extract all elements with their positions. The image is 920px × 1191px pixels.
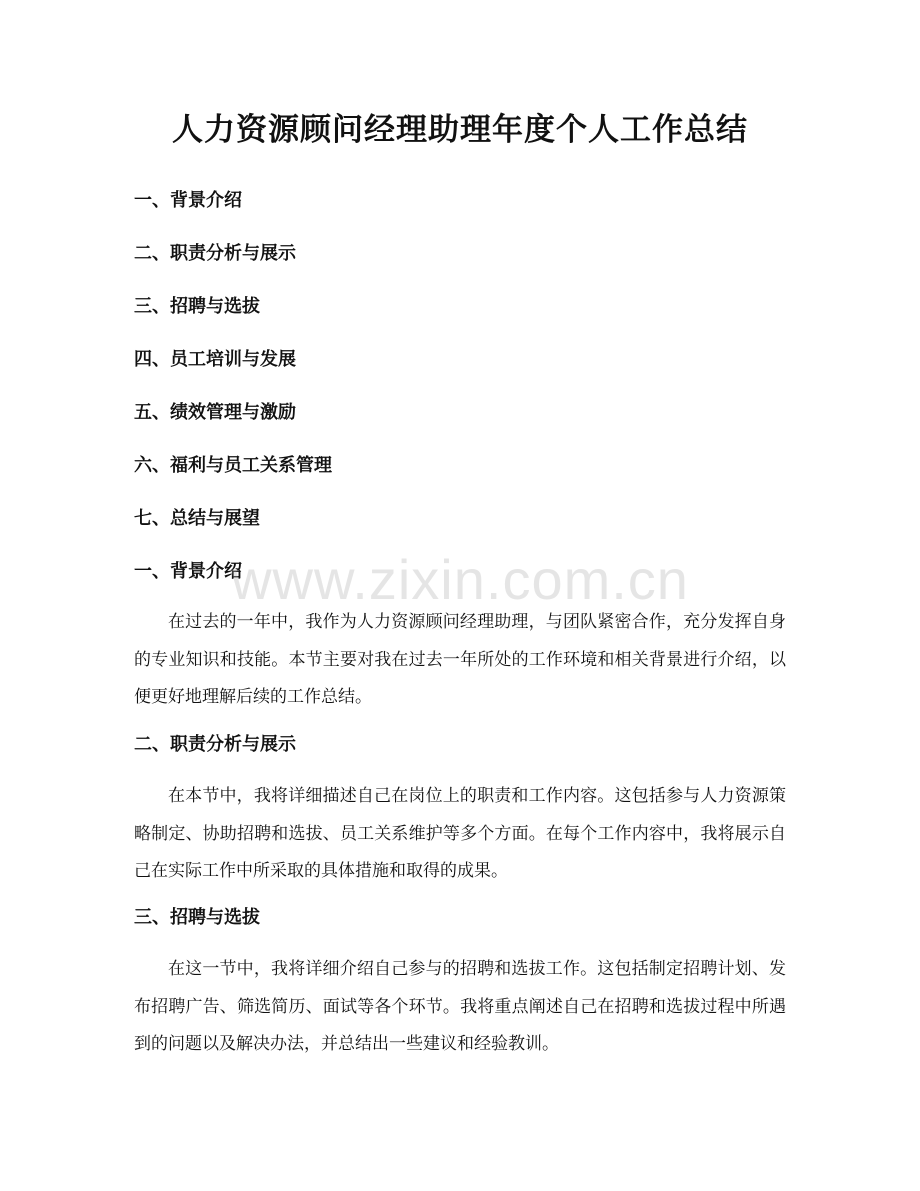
toc-item: 六、福利与员工关系管理 xyxy=(134,455,332,476)
section-paragraph: 在这一节中，我将详细介绍自己参与的招聘和选拔工作。这包括制定招聘计划、发布招聘广告、筛选简历、面试等各个环节。我将重点阐述自己在招聘和选拔过程中所遇到的问题以及解决办法，并总结出一些建议和经验教训。 xyxy=(134,959,786,1054)
section-paragraph: 在过去的一年中，我作为人力资源顾问经理助理，与团队紧密合作，充分发挥自身的专业知识和技能。本节主要对我在过去一年所处的工作环境和相关背景进行介绍，以便更好地理解后续的工作总结。 xyxy=(134,612,786,707)
toc-item: 二、职责分析与展示 xyxy=(134,243,296,264)
section-heading: 二、职责分析与展示 xyxy=(134,734,296,755)
toc-item: 三、招聘与选拔 xyxy=(134,296,260,317)
toc-item: 四、员工培训与发展 xyxy=(134,349,296,370)
document-title: 人力资源顾问经理助理年度个人工作总结 xyxy=(172,112,748,148)
toc-item: 七、总结与展望 xyxy=(134,508,260,529)
toc-item: 五、绩效管理与激励 xyxy=(134,402,296,423)
section-heading: 三、招聘与选拔 xyxy=(134,907,260,928)
section-paragraph: 在本节中，我将详细描述自己在岗位上的职责和工作内容。这包括参与人力资源策略制定、协助招聘和选拔、员工关系维护等多个方面。在每个工作内容中，我将展示自己在实际工作中所采取的具体措施和取得的成果。 xyxy=(134,786,786,881)
watermark: www.zixin.com.cn xyxy=(231,548,689,611)
section-heading: 一、背景介绍 xyxy=(134,561,242,582)
toc-item: 一、背景介绍 xyxy=(134,190,242,211)
table-of-contents xyxy=(134,186,332,557)
